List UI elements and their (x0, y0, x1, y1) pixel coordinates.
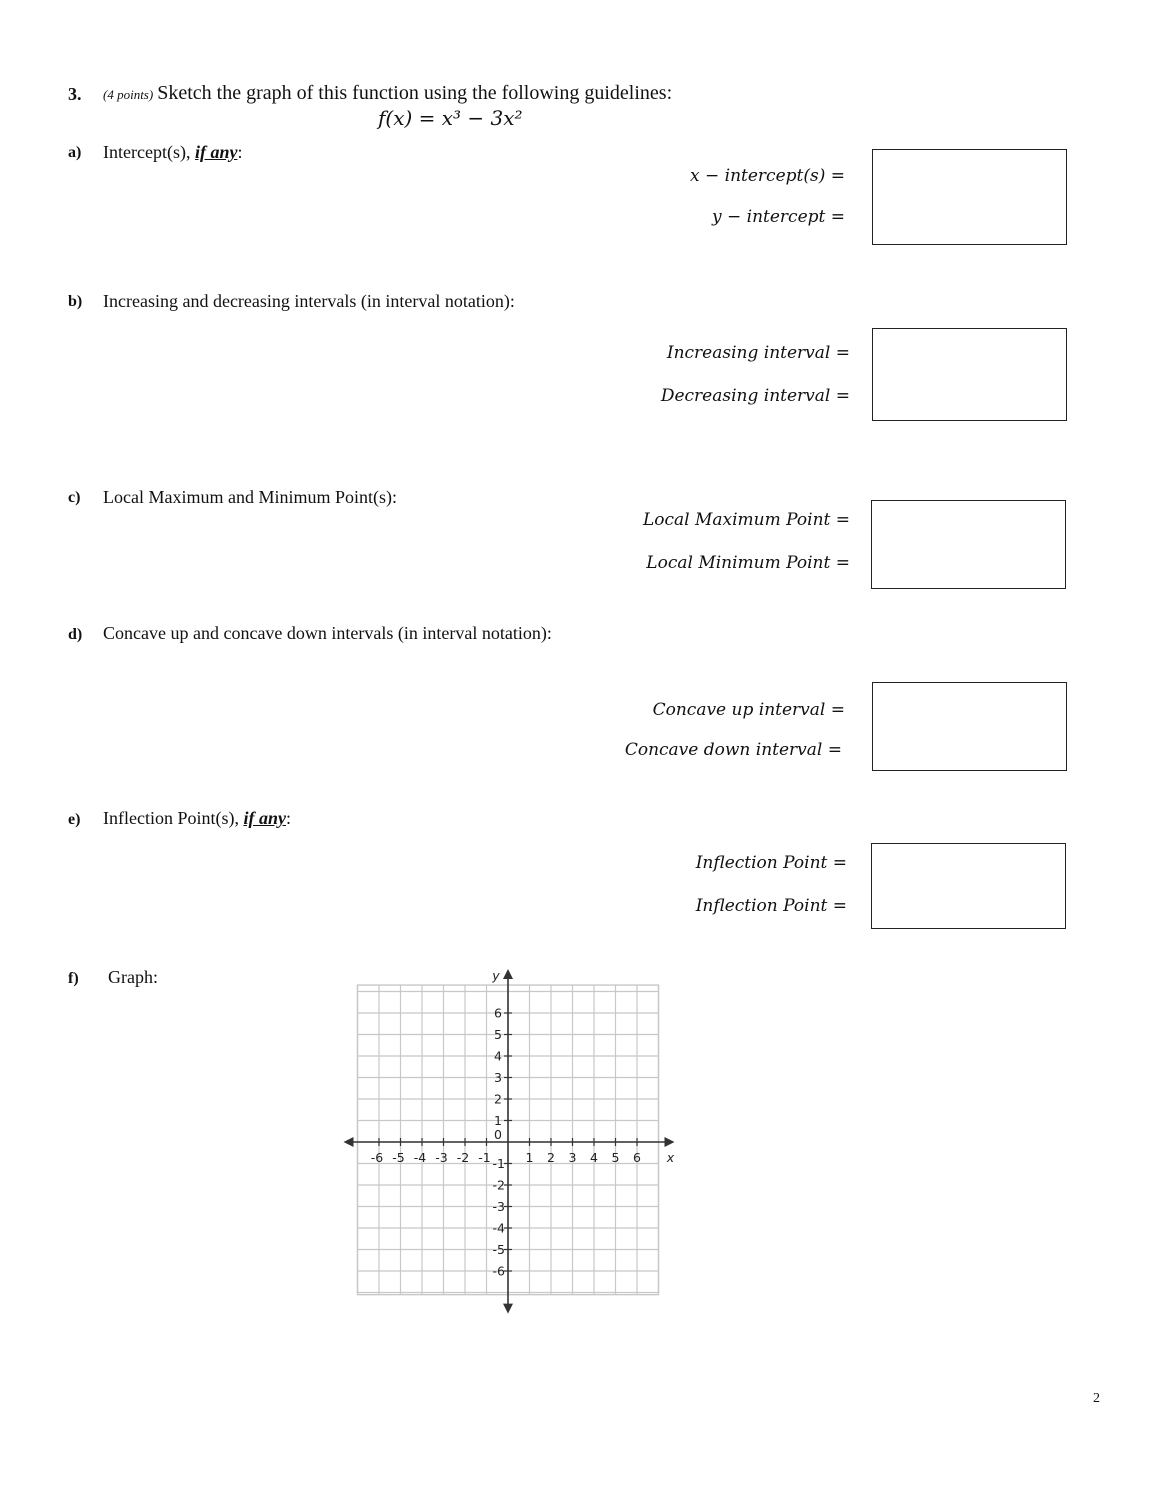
y-tick-label: -4 (492, 1220, 505, 1236)
function-formula: f(x) = x³ − 3x² (378, 106, 523, 130)
part-e-colon: : (285, 808, 291, 828)
y-axis-up-arrow (503, 969, 513, 979)
question-points: (4 points) (103, 87, 154, 102)
x-tick-label: -3 (435, 1150, 448, 1165)
answer-box-intercepts[interactable] (872, 149, 1067, 245)
part-e-text (103, 808, 291, 829)
part-e-prompt: Inflection Point(s), (103, 808, 239, 828)
answer-box-inflection[interactable] (871, 843, 1066, 929)
y-tick-label: -6 (492, 1263, 505, 1279)
y-tick-label: -1 (492, 1156, 505, 1171)
part-a-colon: : (237, 142, 243, 162)
part-c-label: c) (68, 489, 81, 506)
part-a-if-any: if any (194, 142, 238, 162)
answer-box-extrema[interactable] (871, 500, 1066, 589)
part-a-prompt: Intercept(s), (103, 142, 191, 162)
decreasing-interval-field-label: Decreasing interval = (660, 386, 850, 406)
x-tick-label: -1 (478, 1150, 491, 1165)
answer-box-concavity[interactable] (872, 682, 1067, 771)
x-axis-right-arrow (665, 1137, 675, 1147)
inflection-point-1-field-label: Inflection Point = (695, 853, 847, 873)
x-tick-label: 6 (633, 1150, 641, 1165)
x-tick-label: -2 (456, 1150, 470, 1165)
y-tick-label: 1 (494, 1113, 502, 1128)
x-intercept-field-label: x − intercept(s) = (690, 166, 845, 186)
y-intercept-field-label: y − intercept = (711, 207, 845, 227)
x-tick-label: 3 (568, 1150, 577, 1165)
part-f-prompt: Graph: (108, 967, 158, 987)
y-axis-down-arrow (503, 1304, 513, 1314)
increasing-interval-field-label: Increasing interval = (666, 343, 850, 363)
part-d-label: d) (68, 626, 83, 643)
page-number: 2 (1093, 1391, 1100, 1406)
answer-box-intervals[interactable] (872, 328, 1067, 421)
y-tick-label: 5 (494, 1027, 502, 1042)
part-c-prompt: Local Maximum and Minimum Point(s): (103, 487, 397, 507)
x-tick-label: -6 (370, 1150, 384, 1165)
part-f-label: f) (68, 970, 79, 987)
y-tick-label: -3 (492, 1199, 505, 1214)
concave-up-field-label: Concave up interval = (652, 700, 845, 720)
question-number: 3. (68, 84, 82, 104)
origin-label: 0 (494, 1127, 502, 1142)
x-tick-label: 4 (590, 1150, 598, 1165)
part-d-prompt: Concave up and concave down intervals (in interval notation): (103, 623, 552, 643)
x-axis-label: x (666, 1150, 675, 1165)
x-tick-label: 1 (525, 1150, 534, 1165)
part-e-label: e) (68, 811, 81, 828)
part-a-text (103, 142, 242, 163)
part-a-label: a) (68, 144, 82, 161)
x-axis-left-arrow (344, 1137, 354, 1147)
y-axis-label: y (492, 968, 500, 984)
part-e-if-any: if any (243, 808, 286, 828)
x-tick-label: -4 (413, 1150, 427, 1165)
part-b-label: b) (68, 293, 83, 310)
y-tick-label: -5 (492, 1242, 505, 1257)
part-b-prompt: Increasing and decreasing intervals (in interval notation): (103, 291, 515, 311)
local-max-field-label: Local Maximum Point = (642, 510, 850, 530)
y-tick-label: -2 (492, 1177, 505, 1193)
x-tick-label: 5 (611, 1150, 620, 1165)
local-min-field-label: Local Minimum Point = (646, 553, 850, 573)
inflection-point-2-field-label: Inflection Point = (695, 896, 847, 916)
y-tick-label: 4 (494, 1048, 502, 1064)
x-tick-label: -5 (392, 1150, 405, 1165)
question-prompt: Sketch the graph of this function using the following guidelines: (157, 82, 673, 104)
concave-down-field-label: Concave down interval = (624, 740, 842, 760)
y-tick-label: 2 (494, 1091, 502, 1107)
grid-border (358, 985, 659, 1295)
x-tick-label: 2 (547, 1150, 555, 1165)
y-tick-label: 3 (494, 1070, 502, 1085)
question-header (103, 82, 672, 105)
y-tick-label: 6 (494, 1005, 502, 1021)
